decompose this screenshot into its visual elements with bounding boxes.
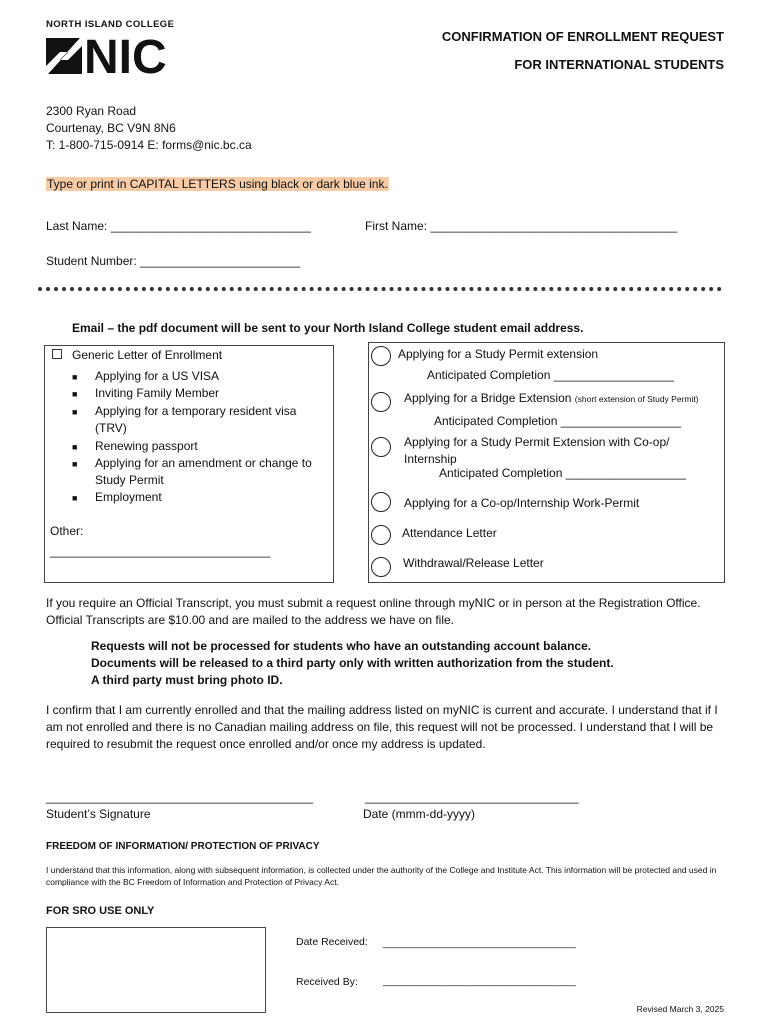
- address-line2: Courtenay, BC V9N 8N6: [46, 121, 176, 135]
- confirmation-statement: I confirm that I am currently enrolled and that the mailing address listed on myNIC is current and accurate. I understand that if I am not enrolled and there is no Canadian mailing address on file, this request will not be processed. I understand that I will be required to resubmit the request once enrolled and/or once my address is updated.: [46, 703, 718, 751]
- privacy-heading: FREEDOM OF INFORMATION/ PROTECTION OF PRIVACY: [46, 841, 320, 852]
- bridge-extension-text: Applying for a Bridge Extension: [404, 391, 572, 405]
- list-item: Inviting Family Member: [95, 386, 220, 400]
- sro-heading: FOR SRO USE ONLY: [46, 905, 155, 917]
- last-name-field[interactable]: Last Name: ______________________________: [46, 219, 311, 233]
- date-received-label: Date Received:: [296, 936, 368, 948]
- nic-logo-mark-icon: [46, 30, 178, 76]
- form-title-line1: CONFIRMATION OF ENROLLMENT REQUEST: [441, 29, 724, 44]
- balance-note: Requests will not be processed for students who have an outstanding account balance.: [91, 639, 592, 653]
- revision-date: Revised March 3, 2025: [636, 1004, 724, 1014]
- list-item: [72, 438, 77, 456]
- withdrawal-letter-label: Withdrawal/Release Letter: [403, 556, 544, 570]
- student-number-field[interactable]: Student Number: ________________________: [46, 254, 301, 268]
- bullet-icon: ■: [72, 407, 78, 417]
- list-item: [72, 403, 77, 421]
- bullet-icon: ■: [72, 493, 78, 503]
- bridge-extension-radio[interactable]: [371, 392, 391, 412]
- list-item: [72, 455, 77, 473]
- received-by-label: Received By:: [296, 976, 358, 988]
- address-line3: T: 1-800-715-0914 E: forms@nic.bc.ca: [46, 138, 252, 152]
- logo-text: NIC: [84, 31, 167, 76]
- college-name-small: NORTH ISLAND COLLEGE: [46, 19, 175, 30]
- instruction-highlight: Type or print in CAPITAL LETTERS using black or dark blue ink.: [47, 177, 388, 191]
- anticipated-completion-field[interactable]: Anticipated Completion __________________: [427, 368, 674, 382]
- transcript-note: If you require an Official Transcript, you must submit a request online through myNIC or in person at the Registration Office. Official Transcripts are $10.00 and are mailed to the address we have on file.: [46, 596, 701, 627]
- anticipated-completion-field[interactable]: Anticipated Completion __________________: [439, 466, 686, 480]
- list-item: Employment: [95, 490, 162, 504]
- date-received-field[interactable]: _________________________________: [383, 937, 576, 949]
- other-field[interactable]: _________________________________: [50, 544, 271, 558]
- bridge-extension-label: [404, 390, 699, 408]
- dotted-divider: [38, 287, 722, 291]
- third-party-note: Documents will be released to a third party only with written authorization from the student.: [91, 656, 614, 670]
- list-item: Applying for a US VISA: [95, 369, 220, 383]
- address-line1: 2300 Ryan Road: [46, 104, 137, 118]
- photo-id-note: A third party must bring photo ID.: [91, 673, 283, 687]
- bullet-icon: ■: [72, 372, 78, 382]
- study-permit-extension-radio[interactable]: [371, 346, 391, 366]
- generic-letter-checkbox[interactable]: [52, 349, 62, 359]
- study-permit-coop-radio[interactable]: [371, 437, 391, 457]
- list-item: [72, 368, 77, 386]
- sro-box: [46, 927, 266, 1013]
- privacy-text: I understand that this information, along with subsequent information, is collected under the authority of the College and Institute Act. This information will be protected and used in compliance with the BC Freedom of Information and Protection of Privacy Act.: [46, 865, 717, 887]
- signature-label: Student’s Signature: [46, 807, 151, 821]
- first-name-field[interactable]: First Name: _____________________________________: [365, 219, 678, 233]
- attendance-letter-radio[interactable]: [371, 525, 391, 545]
- signature-field[interactable]: ________________________________________: [46, 790, 313, 804]
- list-item: Applying for an amendment or change to Study Permit: [95, 456, 312, 487]
- bullet-icon: ■: [72, 442, 78, 452]
- attendance-letter-label: Attendance Letter: [402, 526, 497, 540]
- list-item: [72, 489, 77, 507]
- list-item: Applying for a temporary resident visa (TRV): [95, 404, 297, 435]
- withdrawal-letter-radio[interactable]: [371, 557, 391, 577]
- bridge-extension-note: (short extension of Study Permit): [574, 394, 699, 404]
- coop-work-permit-radio[interactable]: [371, 492, 391, 512]
- email-note: Email – the pdf document will be sent to your North Island College student email address.: [72, 321, 584, 335]
- study-permit-coop-label: Applying for a Study Permit Extension with Co-op/ Internship: [404, 435, 670, 466]
- coop-work-permit-label: Applying for a Co-op/Internship Work-Permit: [404, 496, 640, 510]
- study-permit-extension-label: Applying for a Study Permit extension: [398, 347, 599, 361]
- date-label: Date (mmm-dd-yyyy): [363, 807, 476, 821]
- other-label: Other:: [50, 524, 84, 538]
- list-item: [72, 385, 77, 403]
- form-title-line2: FOR INTERNATIONAL STUDENTS: [514, 57, 724, 72]
- generic-letter-label: Generic Letter of Enrollment: [72, 348, 223, 362]
- nic-logo: [46, 30, 178, 81]
- date-field[interactable]: ________________________________: [365, 790, 579, 804]
- anticipated-completion-field[interactable]: Anticipated Completion __________________: [434, 414, 681, 428]
- bullet-icon: ■: [72, 389, 78, 399]
- bullet-icon: ■: [72, 459, 78, 469]
- list-item: Renewing passport: [95, 439, 198, 453]
- received-by-field[interactable]: _________________________________: [383, 975, 576, 987]
